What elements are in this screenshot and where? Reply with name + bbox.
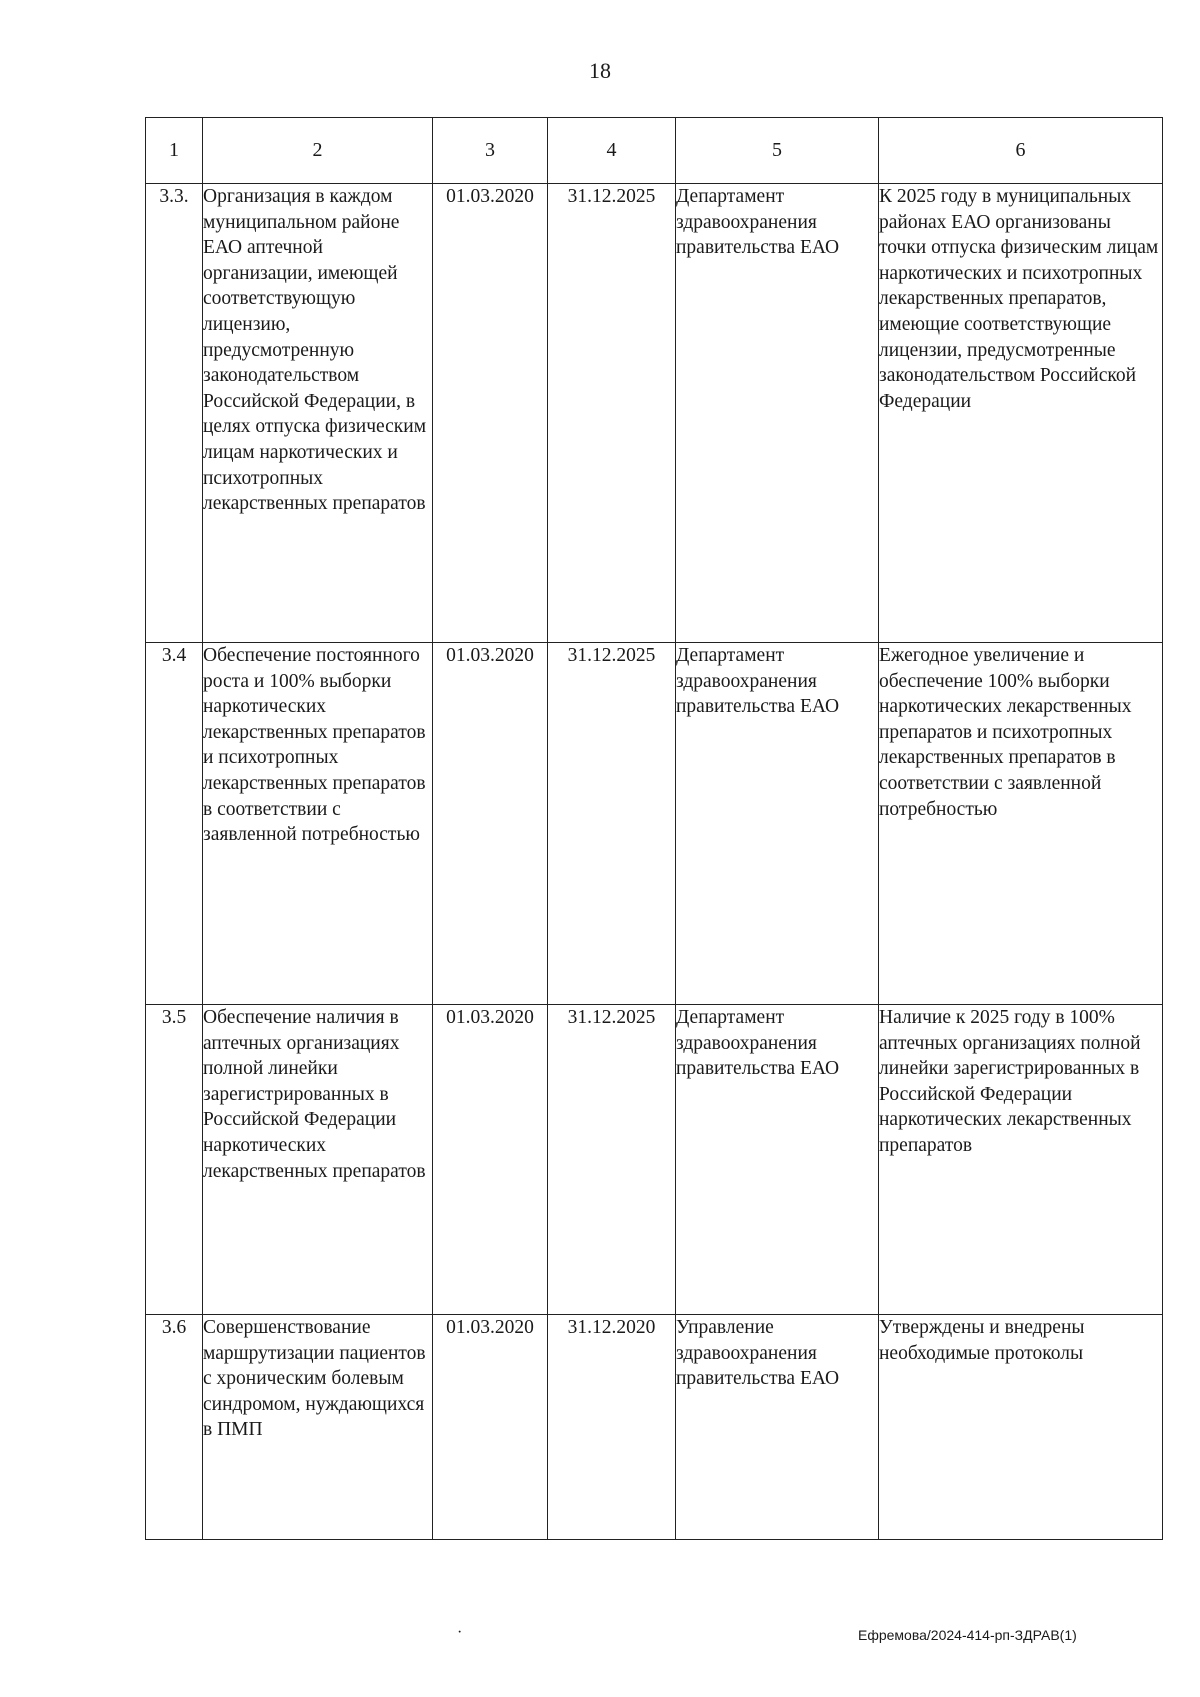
- row-result: Утверждены и внедрены необходимые протоколы: [879, 1315, 1163, 1540]
- header-col-3: 3: [433, 118, 548, 184]
- row-responsible: Управление здравоохранения правительства ЕАО: [676, 1315, 879, 1540]
- header-col-1: 1: [146, 118, 203, 184]
- row-number: 3.3.: [146, 184, 203, 643]
- row-result: К 2025 году в муниципальных районах ЕАО организованы точки отпуска физическим лицам наркотических и психотропных лекарственных препаратов, имеющие соответствующие лицензии, предусмотренные законодательством Российской Федерации: [879, 184, 1163, 643]
- document-code: Ефремова/2024-414-рп-ЗДРАВ(1): [858, 1627, 1077, 1643]
- row-number: 3.4: [146, 643, 203, 1005]
- plan-table: [145, 117, 1163, 1540]
- header-col-2: 2: [203, 118, 433, 184]
- row-action: Обеспечение наличия в аптечных организациях полной линейки зарегистрированных в Российской Федерации наркотических лекарственных препаратов: [203, 1005, 433, 1315]
- table-row: [146, 1005, 1163, 1315]
- row-responsible: Департамент здравоохранения правительства ЕАО: [676, 184, 879, 643]
- footer-dot: ·: [457, 1624, 463, 1641]
- row-responsible: Департамент здравоохранения правительства ЕАО: [676, 643, 879, 1005]
- row-end-date: 31.12.2025: [548, 1005, 676, 1315]
- table-row: [146, 184, 1163, 643]
- row-result: Наличие к 2025 году в 100% аптечных организациях полной линейки зарегистрированных в Российской Федерации наркотических лекарственных препаратов: [879, 1005, 1163, 1315]
- row-start-date: 01.03.2020: [433, 184, 548, 643]
- row-responsible: Департамент здравоохранения правительства ЕАО: [676, 1005, 879, 1315]
- header-col-6: 6: [879, 118, 1163, 184]
- row-number: 3.6: [146, 1315, 203, 1540]
- header-col-4: 4: [548, 118, 676, 184]
- page-number: 18: [589, 58, 611, 83]
- row-number: 3.5: [146, 1005, 203, 1315]
- row-start-date: 01.03.2020: [433, 643, 548, 1005]
- table-row: [146, 1315, 1163, 1540]
- header-col-5: 5: [676, 118, 879, 184]
- table-header-row: [146, 118, 1163, 184]
- row-start-date: 01.03.2020: [433, 1005, 548, 1315]
- row-result: Ежегодное увеличение и обеспечение 100% выборки наркотических лекарственных препаратов и психотропных лекарственных препаратов в соответствии с заявленной потребностью: [879, 643, 1163, 1005]
- row-action: Совершенствование маршрутизации пациентов с хроническим болевым синдромом, нуждающихся в ПМП: [203, 1315, 433, 1540]
- row-action: Организация в каждом муниципальном районе ЕАО аптечной организации, имеющей соответствующую лицензию, предусмотренную законодательством Российской Федерации, в целях отпуска физическим лицам наркотических и психотропных лекарственных препаратов: [203, 184, 433, 643]
- table-row: [146, 643, 1163, 1005]
- row-end-date: 31.12.2025: [548, 184, 676, 643]
- row-start-date: 01.03.2020: [433, 1315, 548, 1540]
- row-end-date: 31.12.2025: [548, 643, 676, 1005]
- row-action: Обеспечение постоянного роста и 100% выборки наркотических лекарственных препаратов и психотропных лекарственных препаратов в соответствии с заявленной потребностью: [203, 643, 433, 1005]
- row-end-date: 31.12.2020: [548, 1315, 676, 1540]
